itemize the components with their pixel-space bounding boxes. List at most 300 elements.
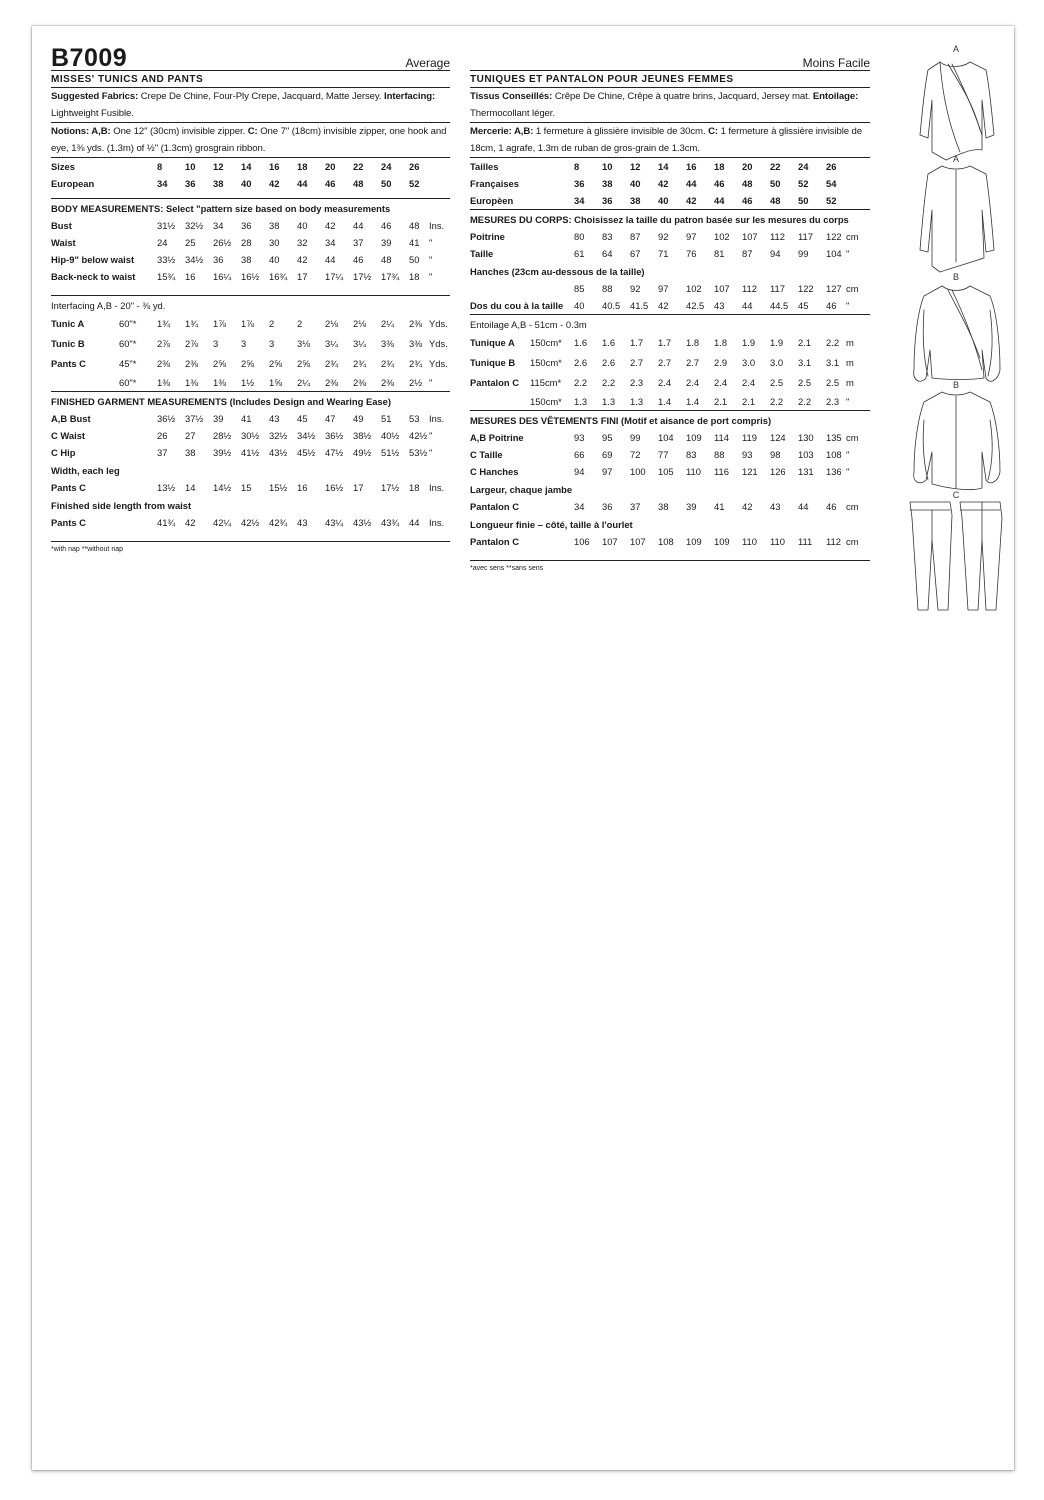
row-label: Waist <box>51 237 76 248</box>
size-value: 2.5 <box>826 377 840 388</box>
size-value: 49½ <box>353 447 372 458</box>
size-value: 47 <box>325 413 336 424</box>
size-value: 105 <box>658 466 674 477</box>
size-value: 16¾ <box>269 271 288 282</box>
size-value: 40 <box>574 300 585 311</box>
size-value: 42¼ <box>213 517 232 528</box>
size-value: 43 <box>770 501 781 512</box>
unit: cm <box>846 536 859 547</box>
size-value: 40½ <box>381 430 400 441</box>
row-label: Tunique A <box>470 337 515 348</box>
size-value: 88 <box>602 283 613 294</box>
fabric-width: 150cm* <box>530 396 562 407</box>
size-value: 16¼ <box>213 271 232 282</box>
notions-label: Notions: A,B: <box>51 126 111 137</box>
pattern-code: B7009 <box>51 44 128 72</box>
size-value: 85 <box>574 283 585 294</box>
size-value: 45 <box>798 300 809 311</box>
row-label: Back-neck to waist <box>51 271 136 282</box>
body-row-fr <box>470 228 870 245</box>
row-label: Pantalon C <box>470 377 519 388</box>
size-value: 42¾ <box>269 517 288 528</box>
row-label: Sizes <box>51 161 75 172</box>
unit: " <box>846 466 850 477</box>
fabrics-text: Crepe De Chine, Four-Ply Crepe, Jacquard, Matte Jersey. <box>138 91 385 102</box>
size-value: 34 <box>325 237 336 248</box>
size-value: 103 <box>798 449 814 460</box>
size-value: 46 <box>714 178 725 189</box>
finished-row <box>51 410 450 427</box>
size-value: 2⅞ <box>157 338 171 349</box>
size-value: 2.6 <box>602 357 616 368</box>
side-length-title: Finished side length from waist <box>51 500 192 511</box>
body-row-fr <box>470 245 870 262</box>
size-value: 2.1 <box>714 396 728 407</box>
row-label: Pantalon C <box>470 536 519 547</box>
size-value: 34½ <box>297 430 316 441</box>
size-value: 38 <box>213 178 224 189</box>
size-value: 2.9 <box>714 357 728 368</box>
size-value: 3 <box>213 338 219 349</box>
notions-text-fr: 1 fermeture à glissière invisible de 30cm. <box>533 126 709 137</box>
fabric-width: 60"* <box>119 318 137 329</box>
size-value: 2⅞ <box>185 338 199 349</box>
row-label: Taille <box>470 248 494 259</box>
side-length-title-fr: Longueur finie – côté, taille à l'ourlet <box>470 519 633 530</box>
size-value: 24 <box>381 161 392 172</box>
size-value: 1⅝ <box>269 377 283 388</box>
size-value: 2⅛ <box>325 318 339 329</box>
size-value: 16 <box>269 161 280 172</box>
size-value: 2.5 <box>798 377 812 388</box>
size-value: 1.4 <box>658 396 672 407</box>
size-value: 3 <box>241 338 247 349</box>
size-value: 2¾ <box>409 358 423 369</box>
size-value: 1⅜ <box>213 377 227 388</box>
size-value: 2⅝ <box>241 358 255 369</box>
size-value: 2¼ <box>297 377 311 388</box>
size-value: 37½ <box>185 413 204 424</box>
size-value: 3.0 <box>742 357 756 368</box>
size-value: 3⅛ <box>297 338 311 349</box>
size-value: 2.2 <box>826 337 840 348</box>
row-label: European <box>51 178 95 189</box>
size-value: 34 <box>574 501 585 512</box>
size-value: 3.0 <box>770 357 784 368</box>
size-value: 83 <box>602 231 613 242</box>
sizes-table <box>51 158 450 192</box>
size-value: 10 <box>185 161 196 172</box>
yardage-row-fr <box>470 373 870 393</box>
size-value: 48 <box>742 178 753 189</box>
unit: " <box>846 248 850 259</box>
notions-text-c-fr: 1 fermeture à glissière invisible de 18cm, 1 agrafe, 1.3m de ruban de gros-grain de 1.3cm. <box>470 126 863 154</box>
size-value: 2⅜ <box>325 377 339 388</box>
size-value: 16½ <box>325 482 344 493</box>
size-value: 3⅜ <box>381 338 395 349</box>
yardage-row-fr <box>470 393 870 410</box>
size-value: 88 <box>714 449 725 460</box>
size-value: 47½ <box>325 447 344 458</box>
size-value: 16 <box>297 482 308 493</box>
body-row <box>51 268 450 285</box>
unit: Ins. <box>429 413 445 424</box>
size-value: 114 <box>714 432 729 443</box>
size-value: 42 <box>686 195 697 206</box>
size-value: 36½ <box>325 430 344 441</box>
size-value: 15 <box>241 482 252 493</box>
size-value: 117 <box>798 231 813 242</box>
fabrics-label: Suggested Fabrics: <box>51 91 139 102</box>
size-value: 61 <box>574 248 585 259</box>
size-value: 2⅜ <box>185 358 199 369</box>
difficulty-level: Average <box>405 56 450 70</box>
size-value: 44 <box>714 195 725 206</box>
fabric-width: 45"* <box>119 358 137 369</box>
side-length-row-fr <box>470 533 870 550</box>
size-value: 14 <box>185 482 196 493</box>
unit: Yds. <box>429 318 448 329</box>
fabric-width: 60"* <box>119 338 137 349</box>
size-value: 53 <box>409 413 420 424</box>
size-value: 2.4 <box>686 377 700 388</box>
size-value: 100 <box>630 466 646 477</box>
size-value: 38 <box>630 195 641 206</box>
size-value: 2.3 <box>826 396 840 407</box>
size-value: 17¾ <box>381 271 400 282</box>
size-value: 3⅜ <box>409 338 423 349</box>
size-value: 2⅜ <box>353 377 367 388</box>
size-value: 49 <box>353 413 364 424</box>
size-value: 3.1 <box>798 357 812 368</box>
size-value: 99 <box>630 432 641 443</box>
francaises-row <box>470 175 870 192</box>
row-label: A,B Bust <box>51 413 91 424</box>
yardage-row <box>51 374 450 391</box>
size-value: 31½ <box>157 220 176 231</box>
size-value: 112 <box>742 283 757 294</box>
size-value: 1.9 <box>770 337 784 348</box>
fabric-width: 150cm* <box>530 337 562 348</box>
finished-row <box>51 444 450 461</box>
size-value: 40 <box>241 178 252 189</box>
size-value: 108 <box>826 449 842 460</box>
size-value: 46 <box>742 195 753 206</box>
size-value: 93 <box>742 449 753 460</box>
finished-measurements-title-fr: MESURES DES VÊTEMENTS FINI (Motif et aisance de port compris) <box>470 415 772 426</box>
size-value: 122 <box>826 231 842 242</box>
size-value: 30½ <box>241 430 260 441</box>
size-value: 34½ <box>185 254 204 265</box>
size-value: 94 <box>770 248 781 259</box>
unit: " <box>846 300 850 311</box>
size-value: 48 <box>409 220 420 231</box>
size-value: 30 <box>269 237 280 248</box>
size-value: 15¾ <box>157 271 176 282</box>
size-value: 24 <box>798 161 809 172</box>
section-title-fr: TUNIQUES ET PANTALON POUR JEUNES FEMMES <box>470 74 734 85</box>
size-value: 13½ <box>157 482 176 493</box>
size-value: 130 <box>798 432 814 443</box>
size-value: 53½ <box>409 447 428 458</box>
size-value: 2.5 <box>770 377 784 388</box>
size-value: 51 <box>381 413 392 424</box>
notions-paragraph <box>51 123 450 157</box>
size-value: 22 <box>353 161 364 172</box>
width-leg-row-fr <box>470 498 870 515</box>
finished-measurements-title: FINISHED GARMENT MEASUREMENTS (Includes Design and Wearing Ease) <box>51 396 391 407</box>
size-value: 3.1 <box>826 357 840 368</box>
sketch-label-a-back: A <box>952 154 960 164</box>
tunic-b-front-sketch <box>914 286 1000 381</box>
size-value: 41½ <box>241 447 260 458</box>
size-value: 102 <box>686 283 702 294</box>
size-value: 43½ <box>353 517 372 528</box>
size-value: 1.3 <box>574 396 588 407</box>
europeen-row <box>470 192 870 209</box>
size-value: 122 <box>798 283 814 294</box>
size-value: 2¾ <box>325 358 339 369</box>
size-value: 2⅜ <box>409 318 423 329</box>
size-value: 26 <box>409 161 420 172</box>
size-value: 109 <box>686 432 702 443</box>
width-leg-title: Width, each leg <box>51 465 120 476</box>
size-value: 44 <box>409 517 420 528</box>
size-value: 106 <box>574 536 590 547</box>
size-value: 17½ <box>353 271 372 282</box>
unit: m <box>846 377 854 388</box>
size-value: 107 <box>630 536 646 547</box>
finished-row-fr <box>470 429 870 446</box>
row-label: C Hip <box>51 447 76 458</box>
row-label: Bust <box>51 220 72 231</box>
size-value: 16 <box>686 161 697 172</box>
size-value: 104 <box>826 248 842 259</box>
size-value: 8 <box>157 161 163 172</box>
size-value: 43½ <box>269 447 288 458</box>
size-value: 1¾ <box>185 318 199 329</box>
size-value: 18 <box>714 161 725 172</box>
size-value: 94 <box>574 466 585 477</box>
size-value: 51½ <box>381 447 400 458</box>
size-value: 131 <box>798 466 814 477</box>
pants-c-front-sketch <box>910 502 952 610</box>
row-label: Françaises <box>470 178 519 189</box>
size-value: 1.4 <box>686 396 700 407</box>
pants-c-back-sketch <box>960 502 1002 610</box>
hanches-title: Hanches (23cm au-dessous de la taille) <box>470 266 645 277</box>
garment-sketches-svg <box>902 40 1012 620</box>
size-value: 2⅝ <box>297 358 311 369</box>
size-value: 116 <box>714 466 729 477</box>
tunic-a-front-sketch <box>920 62 994 160</box>
unit: " <box>429 237 433 248</box>
difficulty-level-fr: Moins Facile <box>802 56 870 70</box>
row-label: Tunique B <box>470 357 516 368</box>
size-value: 1.3 <box>630 396 644 407</box>
size-value: 2.4 <box>742 377 756 388</box>
size-value: 97 <box>686 231 697 242</box>
pattern-envelope-back <box>32 26 1014 1470</box>
size-value: 77 <box>658 449 669 460</box>
unit: cm <box>846 231 859 242</box>
size-value: 81 <box>714 248 725 259</box>
size-value: 76 <box>686 248 697 259</box>
size-value: 2.7 <box>658 357 672 368</box>
size-value: 43¾ <box>381 517 400 528</box>
size-value: 71 <box>658 248 669 259</box>
size-value: 43 <box>269 413 280 424</box>
body-measurements-title-fr: MESURES DU CORPS: Choisissez la taille du patron basée sur les mesures du corps <box>470 214 849 225</box>
size-value: 26 <box>826 161 837 172</box>
notions-paragraph-fr <box>470 123 870 157</box>
size-value: 44.5 <box>770 300 789 311</box>
size-value: 48 <box>770 195 781 206</box>
fabrics-paragraph <box>51 88 450 122</box>
body-measurements-table <box>51 217 450 285</box>
row-label: A,B Poitrine <box>470 432 524 443</box>
size-value: 2.7 <box>630 357 644 368</box>
size-value: 38 <box>269 220 280 231</box>
size-value: 2¾ <box>353 358 367 369</box>
size-value: 38 <box>185 447 196 458</box>
size-value: 109 <box>686 536 702 547</box>
size-value: 97 <box>658 283 669 294</box>
size-value: 12 <box>213 161 224 172</box>
notions-c-label: C: <box>247 126 258 137</box>
row-label: Poitrine <box>470 231 505 242</box>
size-value: 48 <box>353 178 364 189</box>
fabrics-text-fr: Crêpe De Chine, Crêpe à quatre brins, Jacquard, Jersey mat. <box>552 91 813 102</box>
size-value: 1¾ <box>157 318 171 329</box>
size-value: 92 <box>630 283 641 294</box>
size-value: 1⅜ <box>157 377 171 388</box>
size-value: 22 <box>770 161 781 172</box>
size-value: 1.7 <box>658 337 672 348</box>
row-label: Dos du cou à la taille <box>470 300 564 311</box>
size-value: 41 <box>409 237 420 248</box>
unit: " <box>429 377 433 388</box>
size-value: 41 <box>714 501 725 512</box>
size-value: 34 <box>213 220 224 231</box>
size-value: 16½ <box>241 271 260 282</box>
body-row <box>51 234 450 251</box>
size-value: 124 <box>770 432 786 443</box>
yardage-row <box>51 314 450 334</box>
size-value: 40 <box>630 178 641 189</box>
size-value: 2⅛ <box>353 318 367 329</box>
size-value: 32½ <box>269 430 288 441</box>
size-value: 17½ <box>381 482 400 493</box>
size-value: 39 <box>381 237 392 248</box>
english-column <box>51 26 450 553</box>
size-value: 36 <box>241 220 252 231</box>
unit: cm <box>846 432 859 443</box>
size-value: 1.6 <box>574 337 588 348</box>
size-value: 99 <box>798 248 809 259</box>
body-measurements-table-fr <box>470 228 870 314</box>
european-row <box>51 175 450 192</box>
size-value: 20 <box>742 161 753 172</box>
size-value: 40 <box>658 195 669 206</box>
size-value: 8 <box>574 161 580 172</box>
notions-c-label-fr: C: <box>708 126 718 137</box>
size-value: 25 <box>185 237 196 248</box>
size-value: 36 <box>602 195 613 206</box>
size-value: 40.5 <box>602 300 621 311</box>
size-value: 1.3 <box>602 396 616 407</box>
notions-label-fr: Mercerie: A,B: <box>470 126 534 137</box>
garment-sketches <box>902 40 1012 620</box>
size-value: 28 <box>241 237 252 248</box>
size-value: 17¼ <box>325 271 344 282</box>
size-value: 42 <box>658 178 669 189</box>
size-value: 40 <box>297 220 308 231</box>
size-value: 2.3 <box>630 377 644 388</box>
size-value: 20 <box>325 161 336 172</box>
size-value: 52 <box>409 178 420 189</box>
size-value: 97 <box>602 466 613 477</box>
size-value: 87 <box>742 248 753 259</box>
size-value: 2.2 <box>574 377 588 388</box>
size-value: 45½ <box>297 447 316 458</box>
size-value: 67 <box>630 248 641 259</box>
width-leg-row <box>51 479 450 496</box>
size-value: 3¼ <box>325 338 339 349</box>
size-value: 27 <box>185 430 196 441</box>
size-value: 14½ <box>213 482 232 493</box>
unit: " <box>846 396 850 407</box>
notions-text-c: One 7" (18cm) invisible zipper, one hook and eye, 1⅜ yds. (1.3m) of ½" (1.3cm) grosgrain ribbon. <box>51 126 447 154</box>
size-value: 1.7 <box>630 337 644 348</box>
size-value: 110 <box>742 536 757 547</box>
size-value: 2.6 <box>574 357 588 368</box>
size-value: 40 <box>269 254 280 265</box>
size-value: 34 <box>574 195 585 206</box>
size-value: 126 <box>770 466 786 477</box>
size-value: 36½ <box>157 413 176 424</box>
sketch-label-c: C <box>952 490 960 500</box>
size-value: 1⅜ <box>185 377 199 388</box>
row-label: Pantalon C <box>470 501 519 512</box>
size-value: 17 <box>297 271 308 282</box>
size-value: 117 <box>770 283 785 294</box>
size-value: 52 <box>798 178 809 189</box>
size-value: 44 <box>353 220 364 231</box>
interfacing-yardage-fr: Entoilage A,B - 51cm - 0.3m <box>470 319 587 330</box>
row-label: Pants C <box>51 358 86 369</box>
size-value: 10 <box>602 161 613 172</box>
size-value: 24 <box>157 237 168 248</box>
size-value: 32 <box>297 237 308 248</box>
size-value: 46 <box>353 254 364 265</box>
size-value: 50 <box>770 178 781 189</box>
finished-row-fr <box>470 446 870 463</box>
sketch-label-b: B <box>952 272 960 282</box>
size-value: 2.1 <box>742 396 756 407</box>
finished-measurements-table <box>51 410 450 531</box>
size-value: 108 <box>658 536 674 547</box>
size-value: 28½ <box>213 430 232 441</box>
size-value: 52 <box>826 195 837 206</box>
size-value: 2.1 <box>798 337 812 348</box>
unit: " <box>846 449 850 460</box>
size-value: 1⅞ <box>241 318 255 329</box>
size-value: 38 <box>658 501 669 512</box>
notions-text: One 12" (30cm) invisible zipper. <box>110 126 248 137</box>
unit: " <box>429 430 433 441</box>
size-value: 2 <box>297 318 303 329</box>
